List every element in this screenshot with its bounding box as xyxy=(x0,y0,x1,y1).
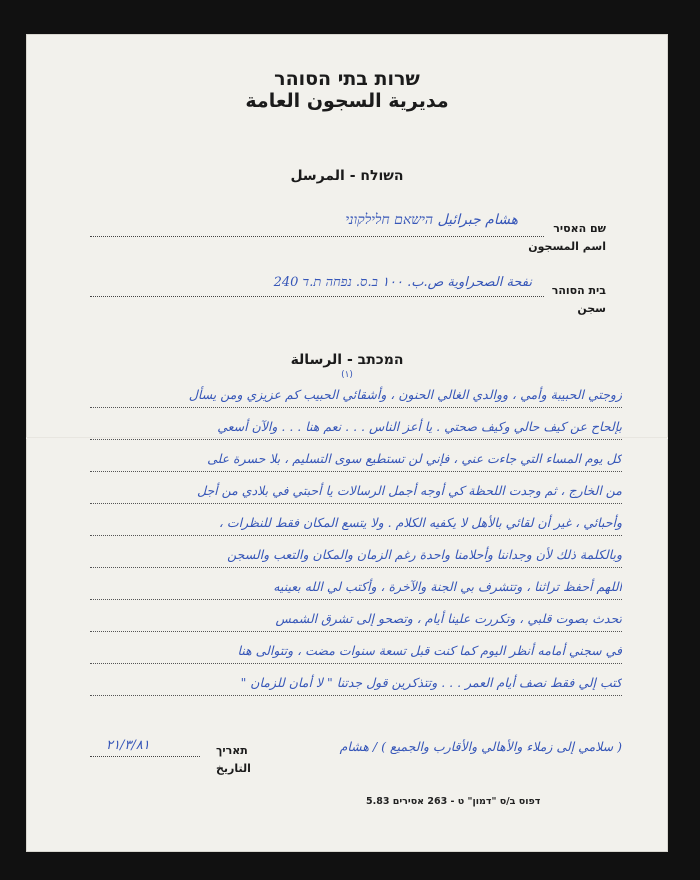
prisoner-name-label-hebrew: שם האסיר xyxy=(553,222,606,235)
letter-line-2: بإلحاح عن كيف حالي وكيف صحتي . يا أعز الناس . . . نعم هنا . . . والآن أسعي xyxy=(90,414,622,440)
letter-form-sheet xyxy=(26,34,668,852)
prisoner-name-label-arabic: اسم المسجون xyxy=(528,240,606,253)
date-value: ٢١/٣/٨١ xyxy=(106,738,150,753)
prison-label-hebrew: בית הסוהר xyxy=(551,284,606,297)
letter-line-1: زوجتي الحبيبة وأمي ، ووالدي الغالي الحنون ، وأشقائي الحبيب كم عزيزي ومن يسأل xyxy=(90,382,622,408)
org-name-hebrew: שרות בתי הסוהר xyxy=(274,68,420,90)
letter-line-6: وبالكلمة ذلك لأن وجداننا وأحلامنا واحدة رغم الزمان والمكان والتعب والسجن xyxy=(90,542,622,568)
letter-line-4: من الخارج ، ثم وجدت اللحظة كي أوجه أجمل الرسالات يا أحبتي في بلادي من أجل xyxy=(90,478,622,504)
letter-section-title: המכתב - الرسالة xyxy=(290,352,404,368)
prison-value: نفحة الصحراوية ص.ب. ١٠٠ ב.ס. נפחה ת.ד 240 xyxy=(273,275,532,290)
prison-label-arabic: سجن xyxy=(577,302,606,315)
letter-signature-line: ( سلامي إلى زملاء والأهالي والأقارب والجميع ) / هشام xyxy=(339,739,622,754)
date-label-hebrew: תאריך xyxy=(216,744,248,757)
prisoner-name-line xyxy=(90,236,544,237)
letter-line-8: تحدث بصوت قلبي ، وتكررت علينا أيام ، وتصحو إلى تشرق الشمس xyxy=(90,606,622,632)
letter-line-9: في سجني أمامه أنظر اليوم كما كنت قبل تسعة سنوات مضت ، وتتوالى هنا xyxy=(90,638,622,664)
letter-line-3: كل يوم المساء التي جاءت عني ، فإني لن تستطيع سوى التسليم ، بلا حسرة على xyxy=(90,446,622,472)
date-label-arabic: التاريخ xyxy=(216,762,251,775)
letter-page-number: (١) xyxy=(341,370,353,380)
letter-line-10: كتب إلي فقط نصف أيام العمر . . . وتتذكرين قول جدتنا " لا أمان للزمان " xyxy=(90,670,622,696)
letter-line-5: وأحبائي ، غير أن لقائي بالأهل لا يكفيه الكلام . ولا يتسع المكان فقط للنظرات ، xyxy=(90,510,622,536)
print-info-footer: דפוס ב/ס "דמון" ט - 263 אסירים 5.83 xyxy=(366,796,541,807)
org-name-arabic: مديرية السجون العامة xyxy=(245,90,449,112)
sender-section-title: השולח - المرسل xyxy=(290,168,404,184)
letter-line-7: اللهم أحفظ تراثنا ، وتتشرف بي الجنة والآخرة ، وأكتب لي الله بعينيه xyxy=(90,574,622,600)
prisoner-name-value: هشام جبرائيل הישאם חלילקוני xyxy=(345,212,518,228)
prison-line xyxy=(90,296,544,297)
date-line xyxy=(90,756,200,757)
